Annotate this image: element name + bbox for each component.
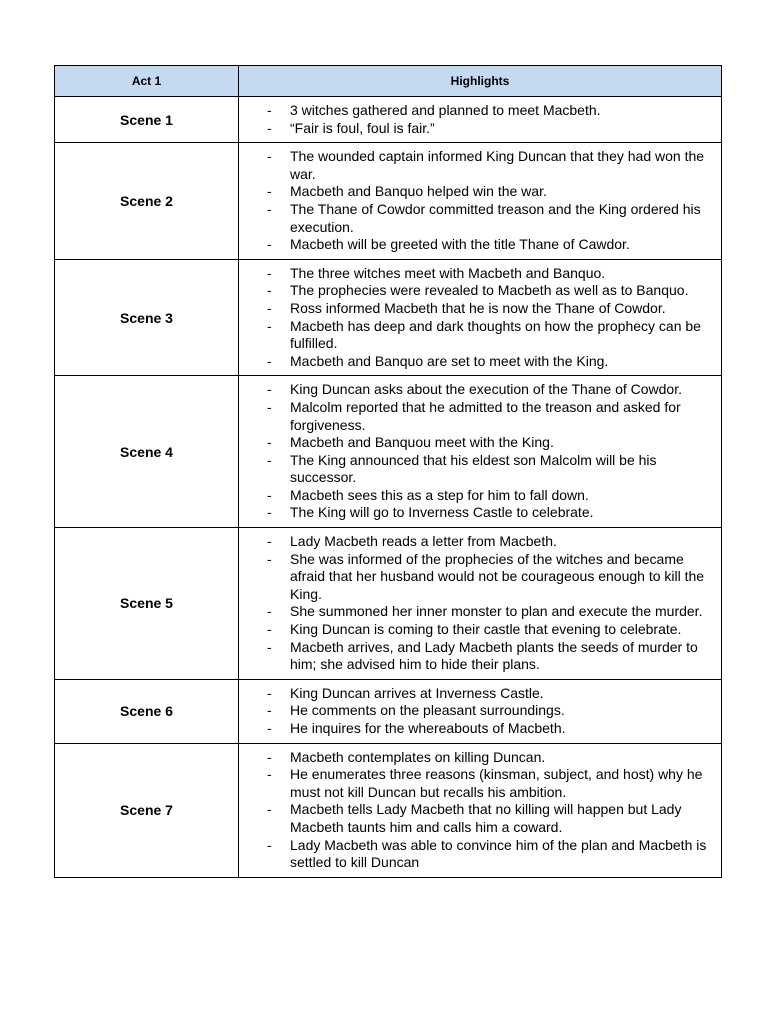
dash-bullet-icon: - <box>267 504 272 521</box>
highlight-list <box>239 265 715 371</box>
table-row <box>55 679 722 743</box>
scene-label: Scene 2 <box>55 143 239 260</box>
highlight-text: The King announced that his eldest son Malcolm will be his successor. <box>290 451 657 486</box>
highlight-text: King Duncan is coming to their castle that evening to celebrate. <box>290 621 682 638</box>
highlight-item <box>239 766 715 801</box>
header-act: Act 1 <box>55 66 239 97</box>
dash-bullet-icon: - <box>267 119 272 136</box>
highlight-text: King Duncan asks about the execution of the Thane of Cowdor. <box>290 381 682 398</box>
highlight-text: The Thane of Cowdor committed treason and the King ordered his execution. <box>290 200 701 235</box>
highlight-item <box>239 353 715 371</box>
highlight-item <box>239 621 715 639</box>
scene-label: Scene 5 <box>55 528 239 680</box>
highlight-item <box>239 533 715 551</box>
dash-bullet-icon: - <box>267 183 272 200</box>
highlight-list <box>239 381 715 522</box>
highlight-text: He comments on the pleasant surroundings. <box>290 702 565 719</box>
highlight-text: She summoned her inner monster to plan and execute the murder. <box>290 603 703 620</box>
highlight-item <box>239 487 715 505</box>
table-row <box>55 528 722 680</box>
highlight-item <box>239 282 715 300</box>
dash-bullet-icon: - <box>267 200 272 217</box>
highlight-list <box>239 749 715 872</box>
table-row <box>55 143 722 260</box>
highlight-text: Lady Macbeth was able to convince him of the plan and Macbeth is settled to kill Duncan <box>290 836 707 871</box>
highlight-text: He inquires for the whereabouts of Macbeth. <box>290 720 566 736</box>
highlight-text: Macbeth arrives, and Lady Macbeth plants the seeds of murder to him; she advised him to hide their plans. <box>290 638 698 673</box>
highlight-item <box>239 399 715 434</box>
highlight-item <box>239 318 715 353</box>
highlight-item <box>239 504 715 522</box>
highlight-text: 3 witches gathered and planned to meet Macbeth. <box>290 102 601 118</box>
header-highlights: Highlights <box>239 66 722 97</box>
dash-bullet-icon: - <box>267 836 272 853</box>
highlight-item <box>239 639 715 674</box>
dash-bullet-icon: - <box>267 317 272 334</box>
highlight-item <box>239 685 715 703</box>
dash-bullet-icon: - <box>267 398 272 415</box>
highlights-cell <box>239 259 722 376</box>
table-row <box>55 259 722 376</box>
highlights-cell <box>239 679 722 743</box>
dash-bullet-icon: - <box>267 264 272 281</box>
highlight-item <box>239 452 715 487</box>
dash-bullet-icon: - <box>267 748 272 765</box>
highlight-item <box>239 236 715 254</box>
highlight-list <box>239 685 715 738</box>
highlight-item <box>239 120 715 138</box>
highlight-text: Macbeth tells Lady Macbeth that no killing will happen but Lady Macbeth taunts him and calls him a coward. <box>290 801 682 835</box>
dash-bullet-icon: - <box>267 486 272 503</box>
scene-label: Scene 1 <box>55 97 239 143</box>
dash-bullet-icon: - <box>267 720 272 736</box>
highlight-text: Malcolm reported that he admitted to the treason and asked for forgiveness. <box>290 398 681 433</box>
dash-bullet-icon: - <box>267 621 272 638</box>
highlight-item <box>239 183 715 201</box>
highlight-text: Macbeth and Banquou meet with the King. <box>290 434 554 451</box>
dash-bullet-icon: - <box>267 434 272 451</box>
highlight-text: He enumerates three reasons (kinsman, subject, and host) why he must not kill Duncan but recalls his ambition. <box>290 766 703 800</box>
highlights-cell <box>239 376 722 528</box>
dash-bullet-icon: - <box>267 702 272 719</box>
act-summary-table <box>54 65 722 878</box>
highlight-list <box>239 148 715 254</box>
highlight-text: Macbeth sees this as a step for him to fall down. <box>290 486 589 503</box>
table-header-row <box>55 66 722 97</box>
dash-bullet-icon: - <box>267 352 272 369</box>
highlights-cell <box>239 97 722 143</box>
scene-label: Scene 7 <box>55 743 239 877</box>
table-row <box>55 743 722 877</box>
dash-bullet-icon: - <box>267 381 272 398</box>
dash-bullet-icon: - <box>267 299 272 316</box>
dash-bullet-icon: - <box>267 766 272 783</box>
highlights-cell <box>239 528 722 680</box>
scene-label: Scene 6 <box>55 679 239 743</box>
dash-bullet-icon: - <box>267 451 272 468</box>
highlight-text: “Fair is foul, foul is fair.” <box>290 119 435 136</box>
highlight-item <box>239 603 715 621</box>
dash-bullet-icon: - <box>267 533 272 550</box>
highlight-item <box>239 201 715 236</box>
dash-bullet-icon: - <box>267 148 272 165</box>
dash-bullet-icon: - <box>267 638 272 655</box>
highlight-text: The wounded captain informed King Duncan that they had won the war. <box>290 148 705 182</box>
dash-bullet-icon: - <box>267 801 272 818</box>
highlight-list <box>239 102 715 137</box>
scene-label: Scene 4 <box>55 376 239 528</box>
highlight-item <box>239 749 715 767</box>
highlight-text: The three witches meet with Macbeth and Banquo. <box>290 264 606 281</box>
highlight-item <box>239 720 715 738</box>
scene-label: Scene 3 <box>55 259 239 376</box>
highlight-item <box>239 837 715 872</box>
table-row <box>55 97 722 143</box>
highlight-item <box>239 300 715 318</box>
highlight-item <box>239 265 715 283</box>
table-body <box>55 97 722 878</box>
table-row <box>55 376 722 528</box>
dash-bullet-icon: - <box>267 102 272 118</box>
highlight-list <box>239 533 715 674</box>
highlight-text: Macbeth and Banquo are set to meet with the King. <box>290 352 609 369</box>
highlight-text: Macbeth and Banquo helped win the war. <box>290 183 547 200</box>
dash-bullet-icon: - <box>267 550 272 567</box>
highlight-text: The prophecies were revealed to Macbeth as well as to Banquo. <box>290 282 689 299</box>
highlight-item <box>239 551 715 604</box>
highlights-cell <box>239 143 722 260</box>
dash-bullet-icon: - <box>267 684 272 701</box>
highlight-item <box>239 381 715 399</box>
highlight-item <box>239 434 715 452</box>
highlight-text: Macbeth will be greeted with the title Thane of Cawdor. <box>290 236 630 253</box>
dash-bullet-icon: - <box>267 282 272 299</box>
highlight-text: The King will go to Inverness Castle to celebrate. <box>290 504 594 521</box>
highlight-text: Macbeth has deep and dark thoughts on how the prophecy can be fulfilled. <box>290 317 701 352</box>
highlight-item <box>239 102 715 120</box>
dash-bullet-icon: - <box>267 236 272 253</box>
highlight-text: Lady Macbeth reads a letter from Macbeth. <box>290 533 557 550</box>
highlights-cell <box>239 743 722 877</box>
highlight-text: Macbeth contemplates on killing Duncan. <box>290 748 546 765</box>
highlight-text: Ross informed Macbeth that he is now the Thane of Cowdor. <box>290 299 666 316</box>
highlight-text: King Duncan arrives at Inverness Castle. <box>290 684 544 701</box>
highlight-item <box>239 148 715 183</box>
highlight-item <box>239 801 715 836</box>
highlight-item <box>239 702 715 720</box>
dash-bullet-icon: - <box>267 603 272 620</box>
highlight-text: She was informed of the prophecies of the witches and became afraid that her husband would not be courageous enough to kill the King. <box>290 550 705 602</box>
